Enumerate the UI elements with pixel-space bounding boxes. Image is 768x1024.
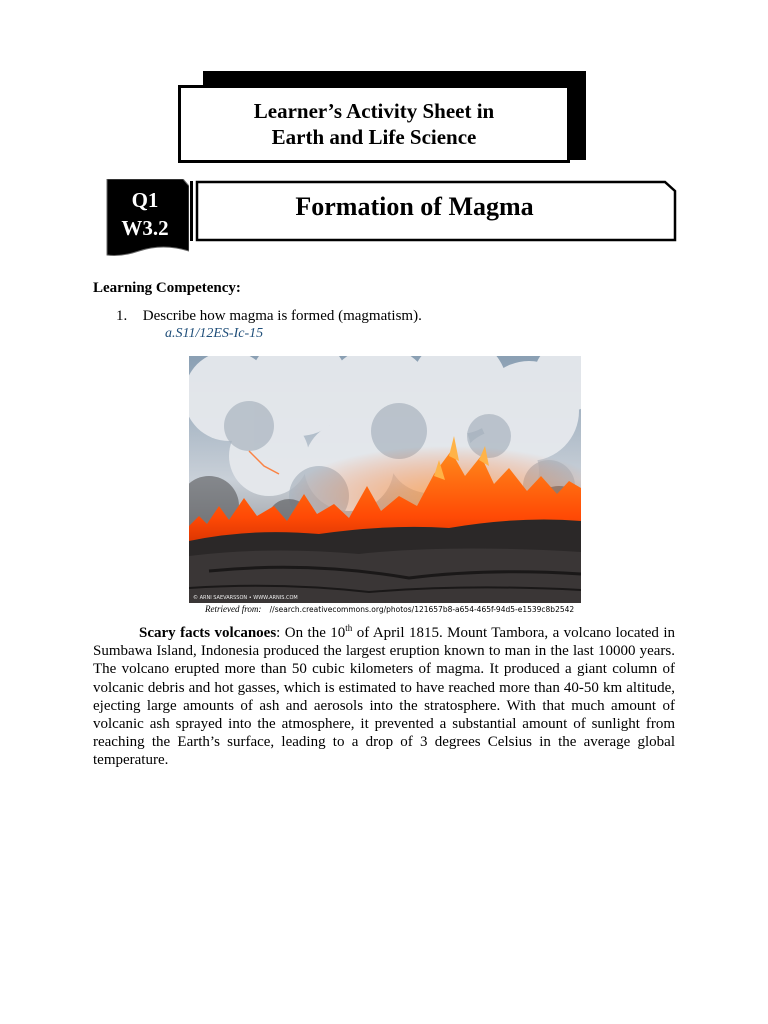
quarter-week-label	[103, 186, 187, 242]
topic-title: Formation of Magma	[295, 192, 534, 221]
caption-source-link[interactable]: //search.creativecommons.org/photos/121657b8-a654-465f-94d5-e1539c8b2542	[269, 605, 575, 614]
ordinal-superscript: th	[345, 623, 353, 633]
competency-item-number: 1.	[116, 308, 128, 324]
sheet-title-line1: Learner’s Activity Sheet in	[253, 99, 495, 123]
paragraph-body: of April 1815. Mount Tambora, a volcano located in Sumbawa Island, Indonesia produced the largest eruption known to man in the last 10000 years. The volcano erupted more than 50 cubic kilometers of magma. It produced a giant column of volcanic debris and hot gasses, which is estimated to have reached more than 40-50 km altitude, ejecting large amounts of ash and aerosols into the stratosphere. With that much amount of volcanic ash sprayed into the atmosphere, it prevented a substantial amount of sunlight from reaching the Earth’s surface, leading to a drop of 3 degrees Celsius in the average global temperature.	[93, 625, 675, 769]
week-label: W3.2	[121, 216, 169, 240]
paragraph-sentence-start: : On the 10	[276, 625, 346, 641]
paragraph-lead: Scary facts volcanoes	[139, 625, 277, 641]
competency-item	[116, 308, 422, 325]
volcano-eruption-image	[189, 356, 581, 603]
scary-facts-paragraph	[93, 624, 675, 770]
competency-code: a.S11/12ES-Ic-15	[165, 326, 264, 341]
sheet-title-line2: Earth and Life Science	[271, 125, 477, 149]
image-caption	[205, 604, 574, 614]
sheet-title-box	[178, 85, 570, 163]
caption-label: Retrieved from:	[205, 604, 262, 614]
quarter-label: Q1	[131, 188, 159, 212]
competency-item-text: Describe how magma is formed (magmatism).	[142, 308, 422, 324]
learning-competency-heading: Learning Competency:	[93, 280, 241, 296]
photo-credit: © ARNI SAEVARSSON • WWW.ARNIS.COM	[193, 595, 298, 601]
